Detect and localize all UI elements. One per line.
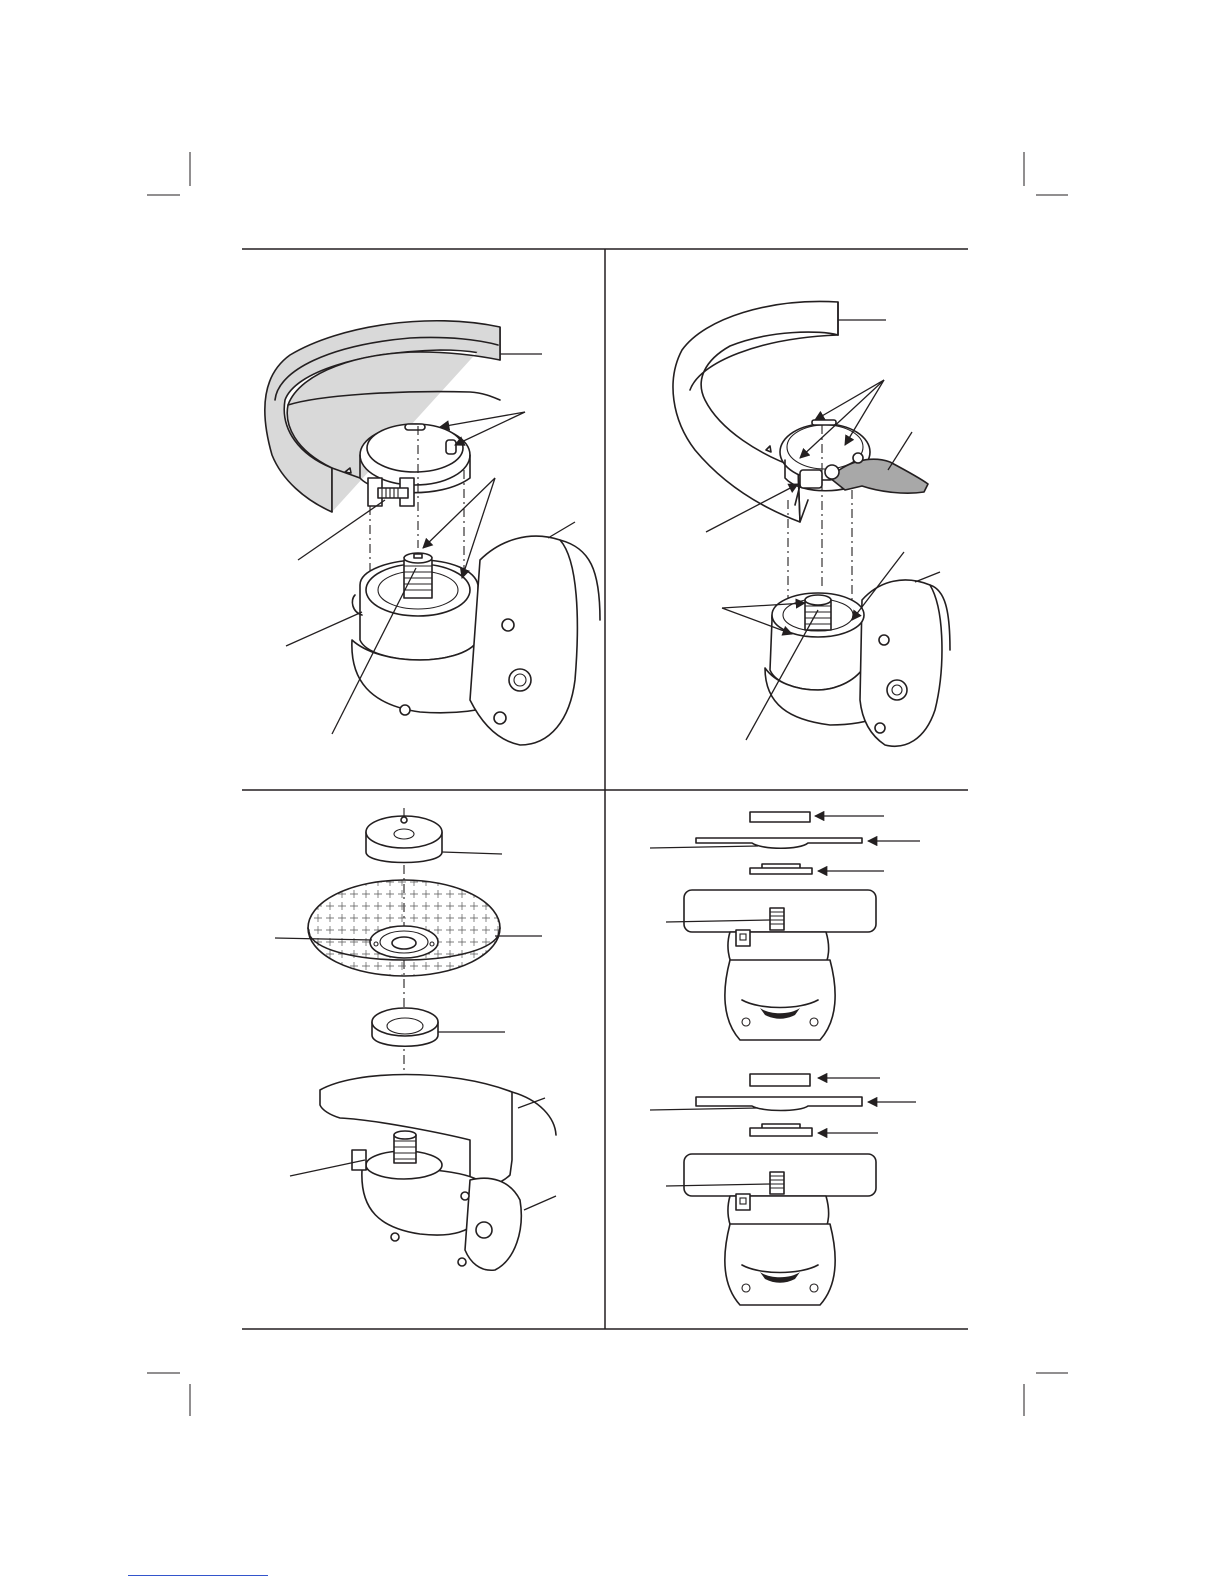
panel-top-left-guard-screw-clamp xyxy=(265,321,600,745)
spindle xyxy=(404,553,432,598)
spindle xyxy=(805,595,831,630)
inner-flange xyxy=(750,1124,812,1136)
footer-link-underline[interactable] xyxy=(128,1575,268,1577)
inner-flange xyxy=(372,1008,438,1046)
panel-bottom-left-wheel-assembly xyxy=(275,808,556,1270)
panel-top-right-guard-lever-clamp xyxy=(673,301,950,746)
grinding-wheel xyxy=(308,880,500,976)
outer-flange xyxy=(750,812,810,822)
wheel-guard xyxy=(673,301,838,522)
gear-case xyxy=(352,536,600,745)
spindle xyxy=(770,908,784,930)
panel-bottom-right-flange-stacks xyxy=(650,812,920,1305)
spindle xyxy=(770,1172,784,1194)
stack-lower xyxy=(650,1074,916,1305)
gear-case xyxy=(765,580,950,746)
gear-case xyxy=(362,1168,521,1270)
outer-flange xyxy=(366,816,442,863)
inner-flange xyxy=(750,864,812,874)
stack-upper xyxy=(650,812,920,1040)
outer-flange xyxy=(750,1074,810,1086)
crop-marks xyxy=(147,152,1068,1416)
